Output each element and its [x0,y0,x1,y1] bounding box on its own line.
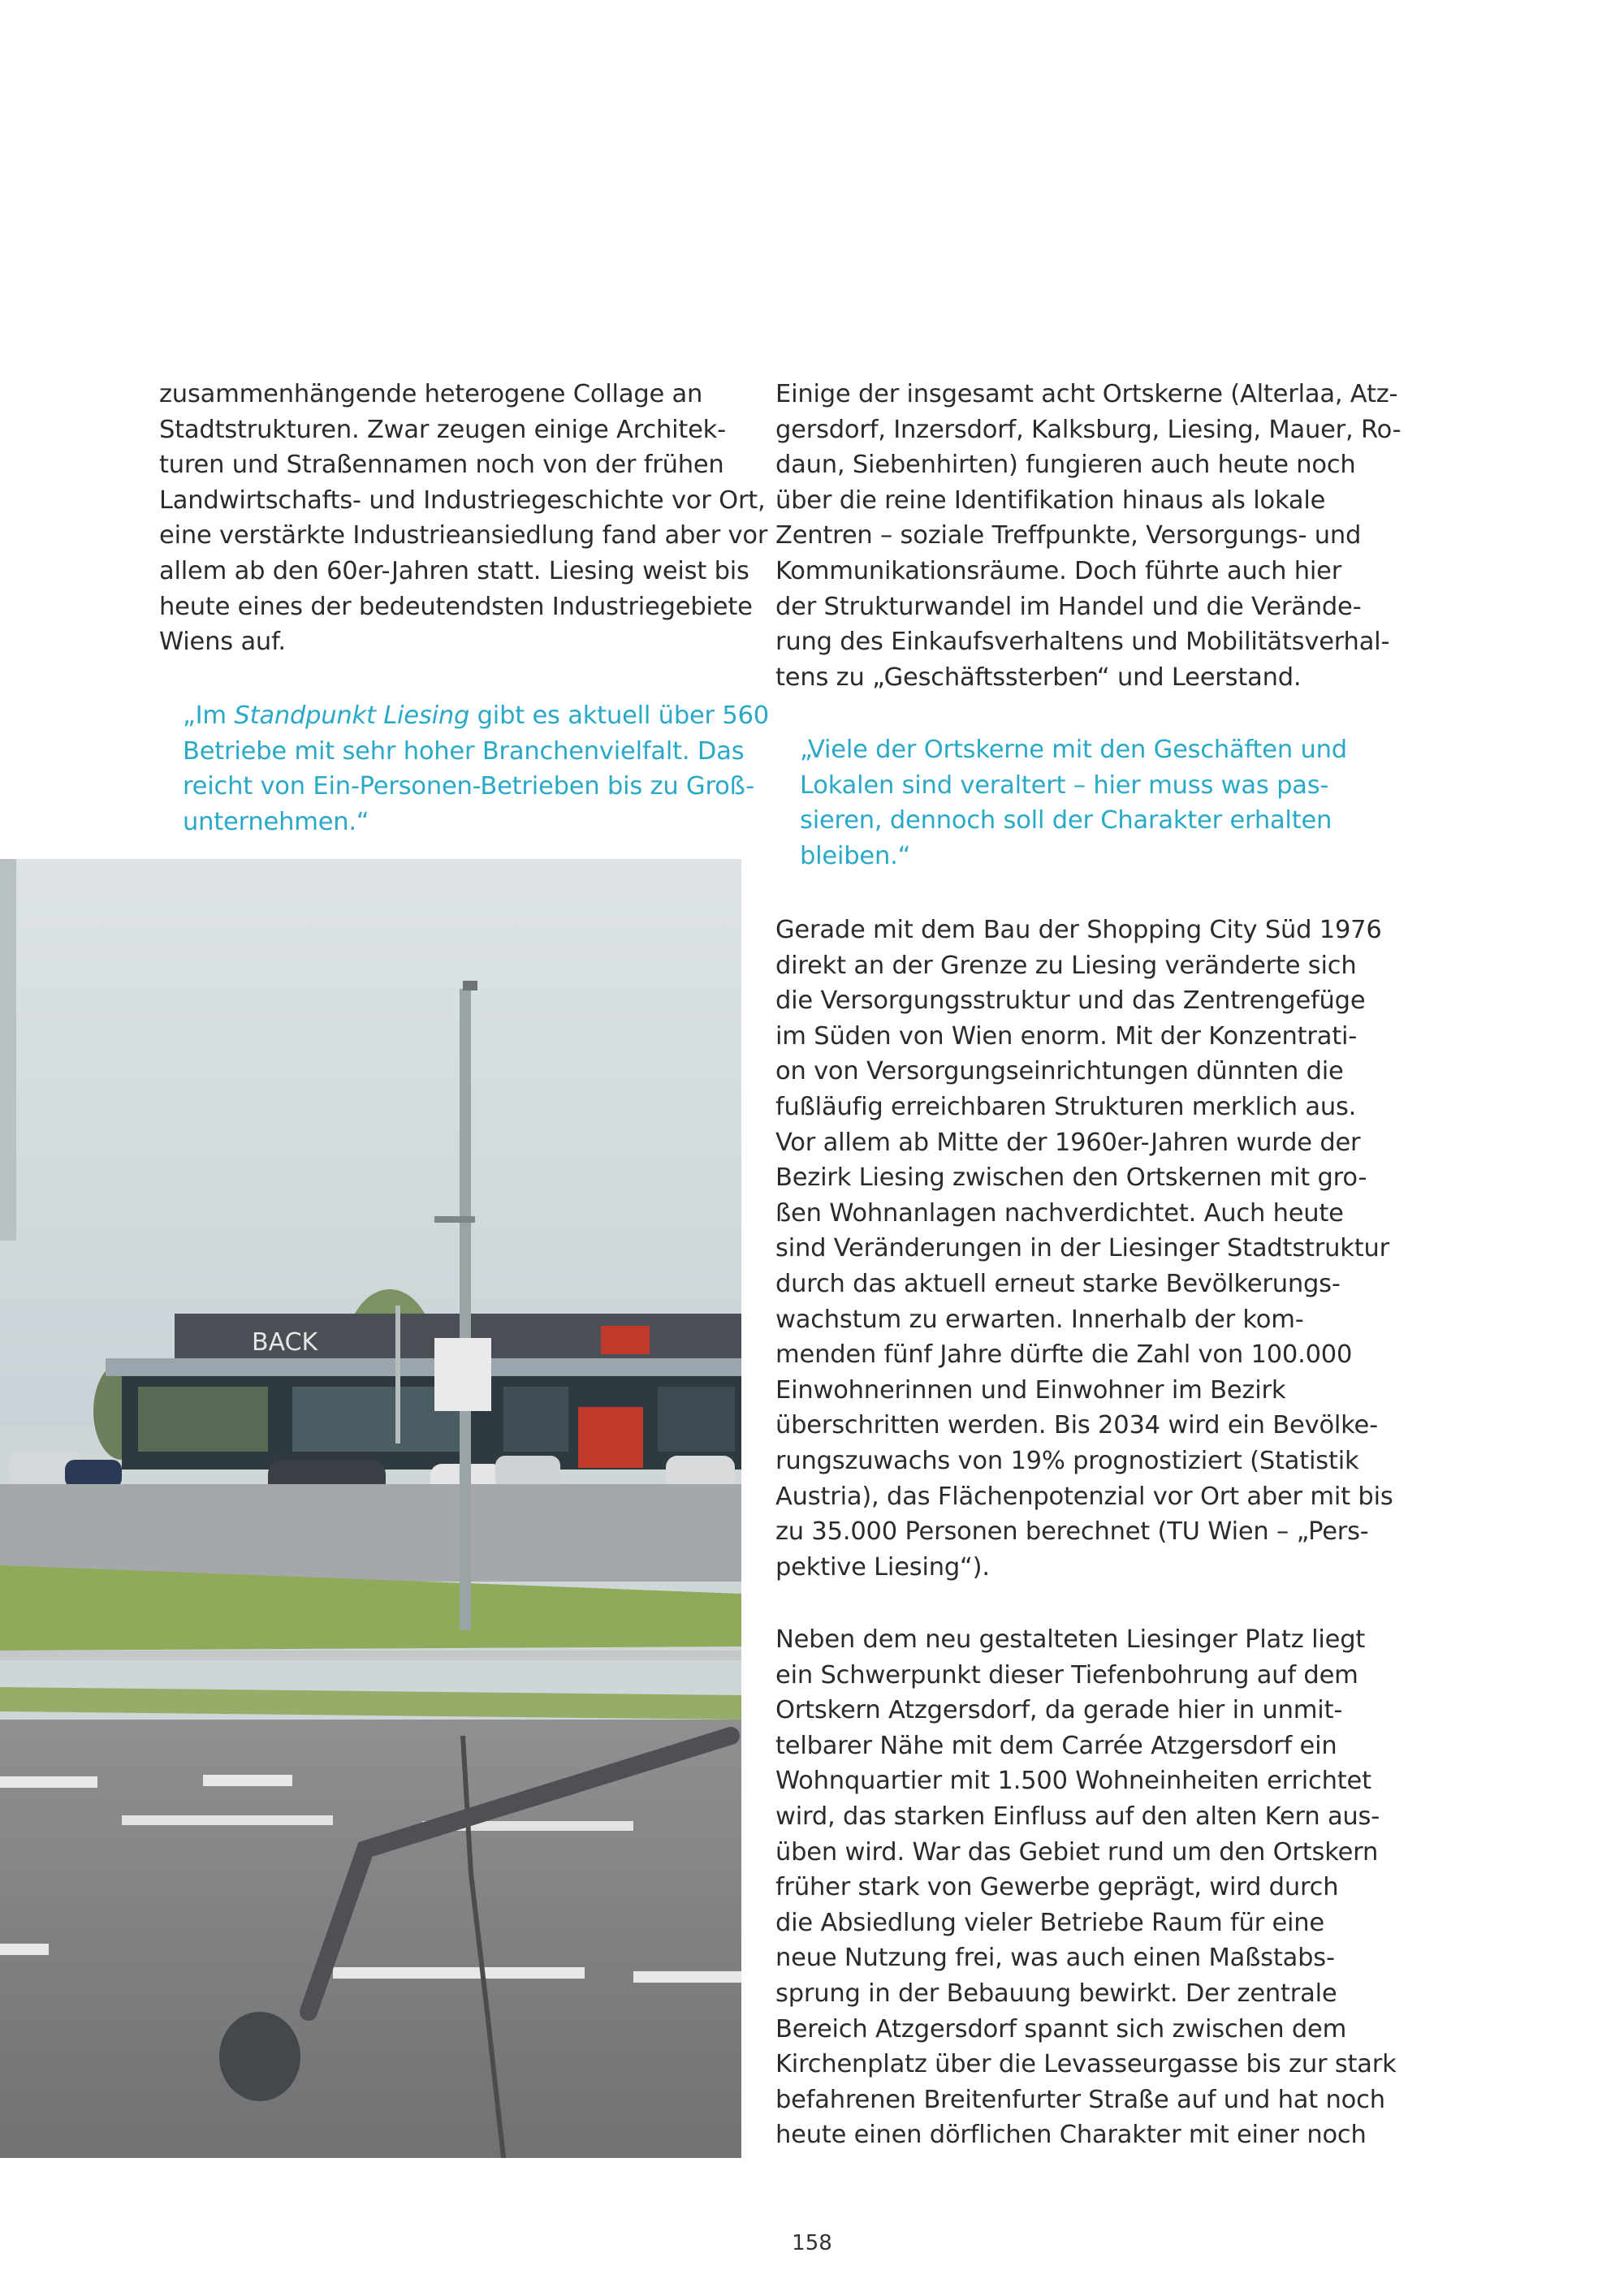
text-line: Neben dem neu gestalteten Liesinger Platz liegt [775,1625,1366,1654]
left-column-paragraph [159,377,768,660]
lamp-post [460,989,471,1630]
text-line: daun, Siebenhirten) fungieren auch heute noch [775,451,1356,480]
grass-strip [0,1687,741,1720]
store-window [138,1387,268,1452]
quote-text: gibt es aktuell über 560 [469,701,769,730]
photo-parking-lot [0,859,741,2158]
text-line: turen und Straßennamen noch von der frühen [159,451,724,480]
text-line: Wiens auf. [159,628,286,657]
text-line: Wohnquartier mit 1.500 Wohneinheiten errichtet [775,1767,1371,1796]
text-line: direkt an der Grenze zu Liesing veränderte sich [775,951,1357,980]
text-line: ein Schwerpunkt dieser Tiefenbohrung auf dem [775,1660,1358,1690]
text-line: durch das aktuell erneut starke Bevölkerungs- [775,1269,1341,1298]
store-window [658,1387,735,1452]
text-line: eine verstärkte Industrieansiedlung fand aber vor [159,521,768,550]
quote-italic-term: Standpunkt Liesing [234,701,470,730]
quote-line: bleiben.“ [800,841,911,870]
text-line: heute einen dörflichen Charakter mit einer noch [775,2121,1367,2150]
text-line: Bereich Atzgersdorf spannt sich zwischen dem [775,2014,1347,2044]
text-line: fußläufig erreichbaren Strukturen merklich aus. [775,1092,1357,1121]
text-line: heute eines der bedeutendsten Industriegebiete [159,592,753,621]
pull-quote-right [800,732,1347,874]
text-line: Kirchenplatz über die Levasseurgasse bis zur stark [775,2050,1397,2079]
left-building [0,859,16,1241]
quote-line: Betriebe mit sehr hoher Branchenvielfalt. Das [183,736,745,766]
text-line: sind Veränderungen in der Liesinger Stadtstruktur [775,1234,1389,1263]
text-line: Vor allem ab Mitte der 1960er-Jahren wurde der [775,1128,1361,1157]
text-line: Zentren – soziale Treffpunkte, Versorgungs- und [775,521,1362,550]
text-line: wachstum zu erwarten. Innerhalb der kom- [775,1305,1304,1334]
text-line: im Süden von Wien enorm. Mit der Konzentrati- [775,1021,1358,1051]
text-line: tens zu „Geschäftssterben“ und Leerstand. [775,662,1302,692]
text-line: Landwirtschafts- und Industriegeschichte vor Ort, [159,486,766,515]
store-sign: BACK [252,1328,318,1357]
quote-line: sieren, dennoch soll der Charakter erhalten [800,806,1332,835]
text-line: neue Nutzung frei, was auch einen Maßstabs- [775,1944,1335,1973]
text-line: Austria), das Flächenpotenzial vor Ort aber mit bis [775,1482,1393,1511]
text-line: pektive Liesing“). [775,1552,990,1582]
text-line: on von Versorgungseinrichtungen dünnten die [775,1057,1344,1086]
text-line: gersdorf, Inzersdorf, Kalksburg, Liesing, Mauer, Ro- [775,415,1402,444]
road [0,1720,741,2158]
road-marking [0,1776,97,1788]
text-line: früher stark von Gewerbe geprägt, wird durch [775,1873,1339,1902]
store-window [503,1387,568,1452]
car [65,1460,122,1488]
road-marking [333,1967,585,1979]
lamp-shadow-head [219,2012,300,2101]
parking-lot [0,1484,741,1582]
quote-line: reicht von Ein-Personen-Betrieben bis zu Groß- [183,772,754,801]
text-line: Einwohnerinnen und Einwohner im Bezirk [775,1375,1286,1405]
traffic-sign [434,1338,491,1411]
road-marking [0,1944,49,1955]
text-line: allem ab den 60er-Jahren statt. Liesing weist bis [159,556,749,585]
text-line: rung des Einkaufsverhaltens und Mobilitätsverhal- [775,628,1390,657]
store-entrance [578,1407,643,1468]
store-canopy [106,1358,741,1376]
right-column-paragraph-3 [775,1622,1397,2153]
text-line: wird, das starken Einfluss auf den alten Kern aus- [775,1802,1380,1831]
text-line: Ortskern Atzgersdorf, da gerade hier in unmit- [775,1696,1343,1725]
text-line: der Strukturwandel im Handel und die Verände- [775,592,1362,621]
text-line: die Absiedlung vieler Betriebe Raum für eine [775,1908,1324,1937]
quote-line: Lokalen sind veraltert – hier muss was pas- [800,770,1329,800]
text-line: rungszuwachs von 19% prognostiziert (Statistik [775,1446,1359,1475]
text-line: sprung in der Bebauung bewirkt. Der zentrale [775,1979,1337,2008]
text-line: über die reine Identifikation hinaus als lokale [775,486,1326,515]
road-marking [203,1775,292,1786]
text-line: Stadtstrukturen. Zwar zeugen einige Architek- [159,415,726,444]
text-line: telbarer Nähe mit dem Carrée Atzgersdorf ein [775,1731,1337,1760]
text-line: Kommunikationsräume. Doch führte auch hier [775,556,1342,585]
quote-line: unternehmen.“ [183,807,369,836]
road-marking [633,1971,741,1983]
right-column-paragraph-1 [775,377,1402,695]
store-sign-red [601,1326,650,1354]
text-line: die Versorgungsstruktur und das Zentrengefüge [775,986,1366,1016]
pull-quote-left [183,698,769,839]
curb [0,1651,741,1660]
text-line: üben wird. War das Gebiet rund um den Ortskern [775,1837,1379,1867]
page-number: 158 [792,2231,832,2255]
road-marking [122,1815,333,1825]
lamp-arm [434,1216,475,1223]
text-line: zusammenhängende heterogene Collage an [159,380,703,408]
text-line: menden fünf Jahre dürfte die Zahl von 100.000 [775,1340,1353,1370]
lamp-head [463,981,477,990]
text-line: überschritten werden. Bis 2034 wird ein Bevölke- [775,1411,1378,1440]
car [495,1456,560,1488]
quote-line [183,698,769,734]
text-line: zu 35.000 Personen berechnet (TU Wien – „Pers- [775,1517,1369,1547]
text-line: ßen Wohnanlagen nachverdichtet. Auch heute [775,1198,1344,1228]
text-line: befahrenen Breitenfurter Straße auf und hat noch [775,2085,1385,2114]
text-line: Gerade mit dem Bau der Shopping City Süd 1976 [775,916,1382,944]
text-line: Bezirk Liesing zwischen den Ortskernen mit gro- [775,1163,1367,1193]
right-column-paragraph-2 [775,913,1393,1585]
text-line: Einige der insgesamt acht Ortskerne (Alterlaa, Atz- [775,380,1398,408]
quote-text: „Im [183,701,235,730]
quote-line: „Viele der Ortskerne mit den Geschäften und [800,736,1347,764]
